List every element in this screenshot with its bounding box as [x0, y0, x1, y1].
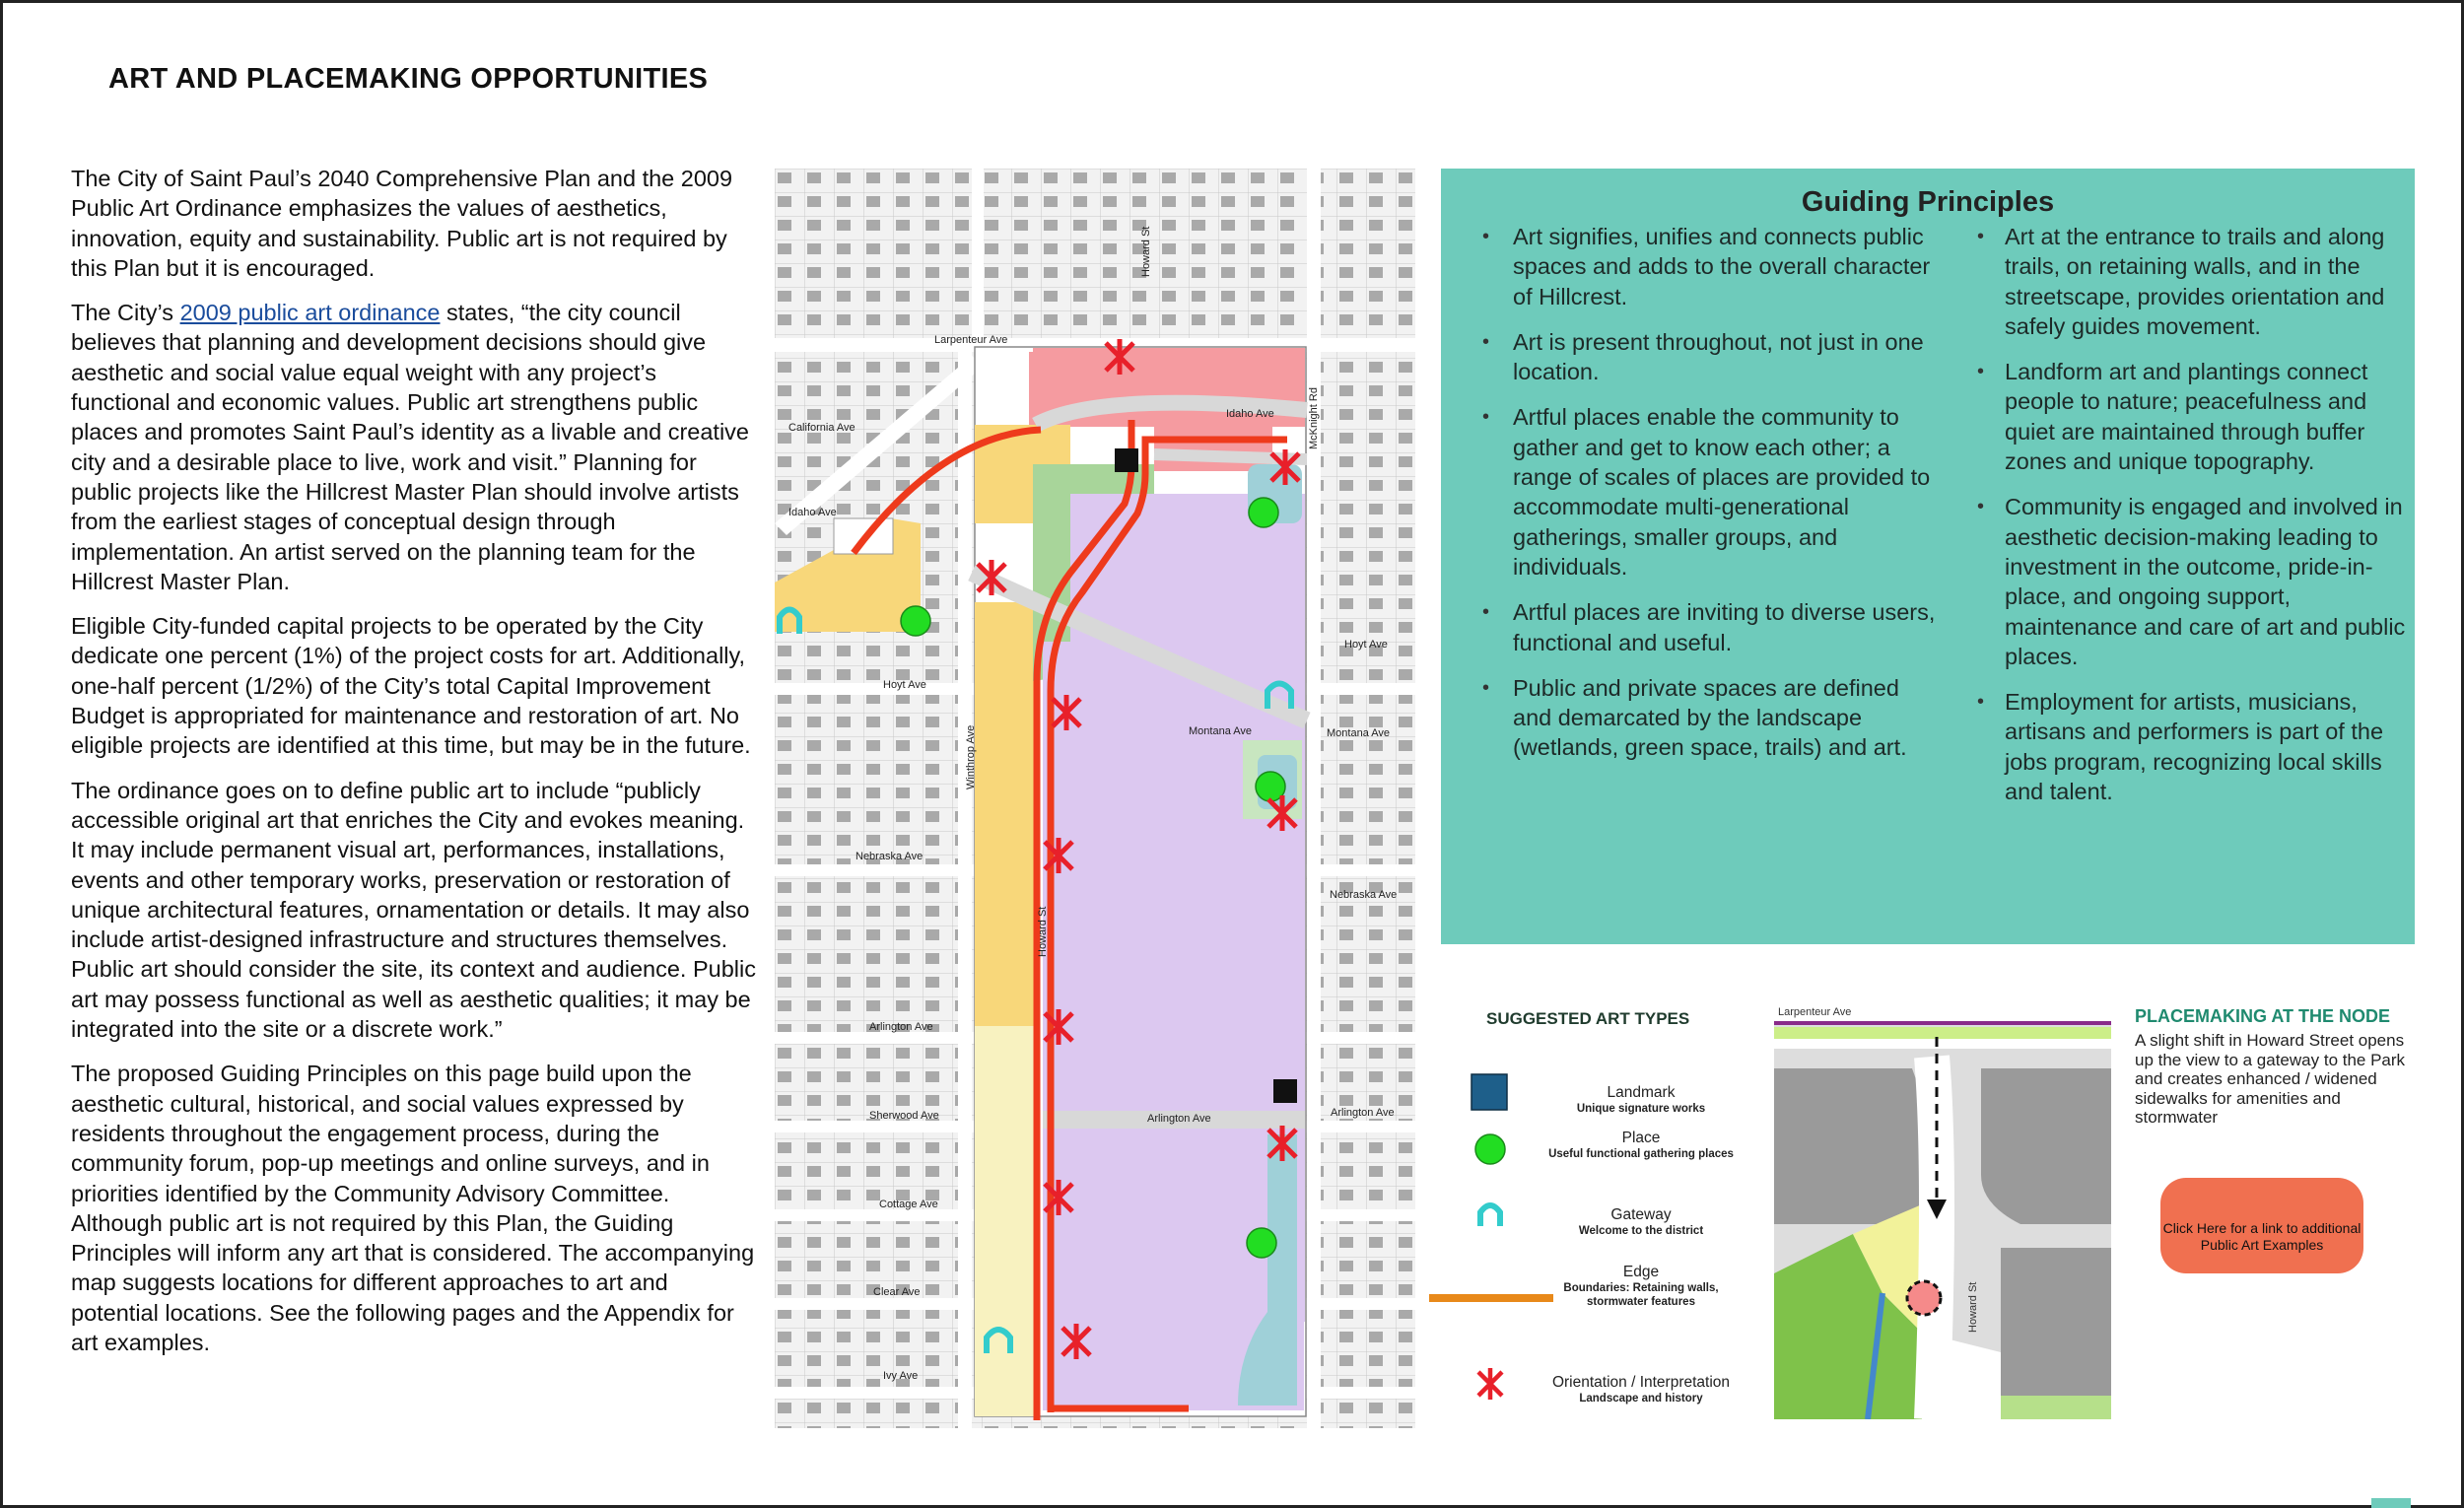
edge-desc: Boundaries: Retaining walls, stormwater features — [1563, 1282, 1719, 1308]
principles-right-list — [1932, 222, 2415, 822]
principle-item: • Employment for artists, musicians, artisans and performers is part of the jobs program, recognizing local skills and talent. — [1932, 687, 2415, 806]
legend-landmark — [1429, 1068, 1745, 1128]
label-larpenteur: Larpenteur Ave — [934, 334, 1008, 346]
node-label-howard: Howard St — [1967, 1281, 1979, 1333]
label-arlington-west: Arlington Ave — [869, 1021, 933, 1033]
label-nebraska-east: Nebraska Ave — [1330, 889, 1398, 901]
paragraph-4: The ordinance goes on to define public art to include “publicly accessible original art that enriches the City and evokes meaning. It may include permanent visual art, performances, installations, events and other temporary works, preservation or restoration of unique architectural features, ornamentation or details. It may also include artist-designed infrastructure and structures themselves. Public art should consider the site, its context and audience. Public art may possess functional as well as aesthetic qualities; it may be integrated into the site or a discrete work.” — [71, 777, 756, 1043]
guiding-principles-title: Guiding Principles — [1801, 186, 2055, 218]
placemaking-heading: PLACEMAKING AT THE NODE — [2135, 1006, 2390, 1026]
place-name: Place — [1621, 1130, 1661, 1146]
label-hoyt-west: Hoyt Ave — [883, 679, 926, 691]
gateway-name: Gateway — [1610, 1206, 1672, 1223]
paragraph-5: The proposed Guiding Principles on this page build upon the aesthetic cultural, historical, and social values expressed by residents throughout the engagement process, during the community forum, pop-up meetings and online surveys, and in priorities identified by the Community Advisory Committee. Although public art is not required by this Plan, the Guiding Principles will inform any art that is considered. The accompanying map suggests locations for different approaches to art and potential locations. See the following pages and the Appendix for art examples. — [71, 1061, 755, 1355]
building-northeast — [1981, 1068, 2111, 1224]
place-icon — [1449, 1130, 1518, 1179]
legend-heading: SUGGESTED ART TYPES — [1486, 1009, 1690, 1028]
label-arlington-center: Arlington Ave — [1147, 1113, 1211, 1125]
page-corner-tab — [2371, 1498, 2411, 1508]
legend-edge — [1429, 1264, 1745, 1323]
label-sherwood: Sherwood Ave — [869, 1110, 939, 1122]
label-arlington-east: Arlington Ave — [1331, 1107, 1395, 1119]
label-mcknight: McKnight Rd — [1308, 387, 1320, 449]
larpenteur-road-line — [1774, 1021, 2111, 1025]
paragraph-2-rest: states, “the city council believes that planning and development decisions should give aesthetic and social value equal weight with any project’s functional and economic values. Public art strengthens public places and promotes Saint Paul’s identity as a livable and creative city and a desirable place to live, work and visit.” Planning for public projects like the Hillcrest Master Plan should involve artists from the earliest stages of conceptual design through implementation. An artist served on the planning team for the Hillcrest Master Plan. — [71, 300, 749, 594]
label-clear: Clear Ave — [873, 1286, 921, 1298]
landmark-icon — [1449, 1068, 1518, 1118]
public-art-examples-button[interactable]: Click Here for a link to additional Public Art Examples — [2160, 1178, 2363, 1273]
principle-item: • Public and private spaces are defined and demarcated by the landscape (wetlands, green space, trails) and art. — [1441, 673, 1944, 763]
place-desc: Useful functional gathering places — [1548, 1148, 1734, 1160]
orientation-desc: Landscape and history — [1579, 1393, 1703, 1405]
paragraph-2-prefix: The City’s — [71, 300, 180, 326]
principle-item: • Artful places enable the community to gather and get to know each other; a range of scales of places are provided to accommodate multi-generational gatherings, smaller groups, and individuals. — [1441, 402, 1944, 582]
principle-item: • Community is engaged and involved in aesthetic decision-making leading to investment in the outcome, pride-in-place, and ongoing support, maintenance and care of art and public places. — [1932, 492, 2415, 671]
label-nebraska-west: Nebraska Ave — [856, 851, 924, 862]
node-label-larpenteur: Larpenteur Ave — [1778, 1006, 1852, 1018]
building-northwest — [1774, 1068, 1922, 1224]
node-inset-map — [1774, 997, 2111, 1419]
paragraph-3: Eligible City-funded capital projects to be operated by the City dedicate one percent (1%) of the project costs for art. Additionally, one-half percent (1/2%) of the City’s total Capital Improvement Budget is appropriated for maintenance and restoration of art. No eligible projects are identified at this time, but may be in the future. — [71, 613, 751, 759]
landmark-desc: Unique signature works — [1576, 1103, 1706, 1115]
label-howard-north: Howard St — [1140, 226, 1152, 277]
label-howard-south: Howard St — [1037, 906, 1049, 957]
principle-item: • Artful places are inviting to diverse users, functional and useful. — [1441, 597, 1944, 657]
housing-zone-west — [975, 602, 1034, 1026]
node-gateway-marker — [1907, 1281, 1941, 1315]
principles-left-list — [1441, 222, 1944, 779]
paragraph-1: The City of Saint Paul’s 2040 Comprehensive Plan and the 2009 Public Art Ordinance emphasizes the values of aesthetics, innovation, equity and sustainability. Public art is not required by this Plan but it is encouraged. — [71, 166, 733, 281]
edge-icon — [1429, 1291, 1553, 1305]
building-southeast — [2001, 1248, 2111, 1396]
page-title: ART AND PLACEMAKING OPPORTUNITIES — [108, 63, 709, 95]
label-cottage: Cottage Ave — [879, 1199, 938, 1210]
label-ivy: Ivy Ave — [883, 1370, 919, 1382]
principle-item: • Landform art and plantings connect people to nature; peacefulness and quiet are maintained through buffer zones and unique topography. — [1932, 357, 2415, 476]
guiding-principles-panel — [1441, 169, 2415, 944]
gateway-desc: Welcome to the district — [1578, 1225, 1704, 1237]
node-map-graphic — [1774, 997, 2111, 1419]
label-montana-center: Montana Ave — [1189, 725, 1253, 737]
paragraph-2 — [71, 298, 761, 596]
legend-orientation — [1429, 1366, 1745, 1425]
body-text — [71, 164, 761, 1372]
placemaking-text: A slight shift in Howard Street opens up the view to a gateway to the Park and creates enhanced / widened sidewalks for amenities and stormwater — [2135, 1031, 2406, 1127]
legend-place — [1429, 1130, 1745, 1189]
site-map — [775, 169, 1415, 1428]
ordinance-link[interactable]: 2009 public art ordinance — [179, 300, 441, 326]
label-winthrop: Winthrop Ave — [965, 724, 977, 789]
edge-name: Edge — [1622, 1264, 1660, 1280]
orientation-name: Orientation / Interpretation — [1551, 1374, 1731, 1391]
principle-item: • Art signifies, unifies and connects public spaces and adds to the overall character of Hillcrest. — [1441, 222, 1944, 311]
site-map-graphic — [775, 169, 1415, 1428]
gateway-icon — [1449, 1195, 1518, 1244]
landmark-name: Landmark — [1607, 1084, 1676, 1101]
label-california: California Ave — [788, 422, 856, 434]
orientation-icon — [1449, 1366, 1518, 1415]
principle-item: • Art at the entrance to trails and along trails, on retaining walls, and in the streetscape, provides orientation and safely guides movement. — [1932, 222, 2415, 341]
label-idaho-east: Idaho Ave — [1226, 408, 1274, 420]
art-types-legend — [1429, 986, 1745, 1419]
label-hoyt-east: Hoyt Ave — [1344, 639, 1388, 651]
label-montana-east: Montana Ave — [1327, 727, 1391, 739]
principle-item: • Art is present throughout, not just in one location. — [1441, 327, 1944, 387]
legend-gateway — [1429, 1195, 1745, 1254]
label-idaho-west: Idaho Ave — [788, 507, 837, 518]
